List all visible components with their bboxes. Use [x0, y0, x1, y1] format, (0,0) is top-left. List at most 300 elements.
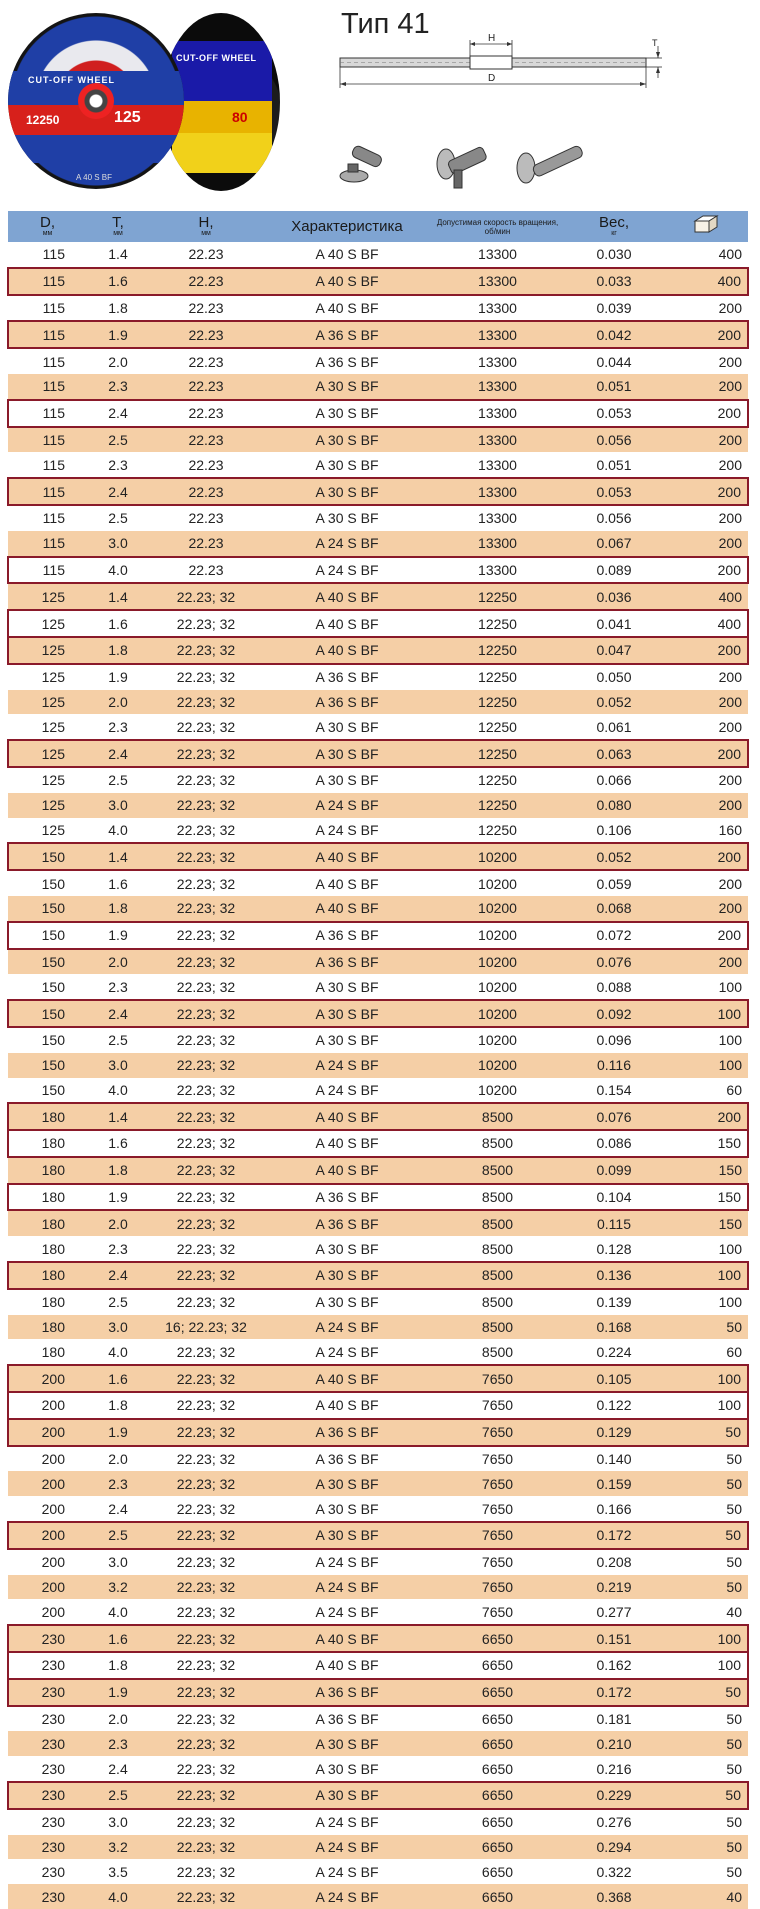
cell-bore: 22.23; 32 [149, 1103, 263, 1130]
cell-weight: 0.208 [564, 1549, 664, 1575]
cell-diameter: 230 [8, 1756, 87, 1782]
cell-diameter: 150 [8, 974, 87, 1000]
table-row [8, 818, 748, 844]
cell-bore: 22.23; 32 [149, 1496, 263, 1522]
cell-bore: 22.23; 32 [149, 1679, 263, 1706]
cell-characteristic: A 24 S BF [263, 1315, 431, 1340]
cell-diameter: 180 [8, 1289, 87, 1315]
cell-weight: 0.229 [564, 1782, 664, 1809]
cell-characteristic: A 30 S BF [263, 1731, 431, 1756]
table-row [8, 922, 748, 949]
cell-bore: 22.23 [149, 268, 263, 295]
table-row [8, 740, 748, 767]
cell-diameter: 150 [8, 922, 87, 949]
cell-characteristic: A 40 S BF [263, 637, 431, 664]
cell-thickness: 2.3 [87, 374, 149, 400]
cell-diameter: 230 [8, 1679, 87, 1706]
table-row [8, 1549, 748, 1575]
cell-weight: 0.122 [564, 1392, 664, 1419]
cell-weight: 0.051 [564, 374, 664, 400]
table-row [8, 1652, 748, 1679]
diagram-label-h: H [488, 33, 496, 44]
cell-bore: 22.23; 32 [149, 1731, 263, 1756]
cell-max-speed: 6650 [431, 1679, 564, 1706]
cell-pack-quantity: 200 [664, 690, 748, 715]
cell-diameter: 115 [8, 321, 87, 348]
cell-thickness: 2.0 [87, 949, 149, 975]
cell-diameter: 150 [8, 896, 87, 922]
disc-profile-diagram [336, 32, 666, 107]
cell-weight: 0.066 [564, 767, 664, 793]
cell-max-speed: 6650 [431, 1756, 564, 1782]
cell-bore: 22.23; 32 [149, 1210, 263, 1236]
table-row [8, 637, 748, 664]
table-row [8, 1471, 748, 1496]
cell-diameter: 180 [8, 1157, 87, 1184]
cell-max-speed: 10200 [431, 922, 564, 949]
cell-characteristic: A 30 S BF [263, 1000, 431, 1027]
cell-pack-quantity: 50 [664, 1496, 748, 1522]
table-row [8, 1315, 748, 1340]
cell-max-speed: 13300 [431, 268, 564, 295]
cell-thickness: 2.5 [87, 767, 149, 793]
cell-weight: 0.104 [564, 1184, 664, 1211]
cell-max-speed: 7650 [431, 1365, 564, 1392]
cell-diameter: 150 [8, 1000, 87, 1027]
cell-bore: 22.23; 32 [149, 1236, 263, 1262]
cell-bore: 22.23; 32 [149, 949, 263, 975]
cell-max-speed: 6650 [431, 1706, 564, 1732]
cell-characteristic: A 40 S BF [263, 583, 431, 610]
cell-max-speed: 10200 [431, 1078, 564, 1104]
cell-weight: 0.089 [564, 557, 664, 584]
cell-max-speed: 10200 [431, 843, 564, 870]
cell-bore: 22.23; 32 [149, 1078, 263, 1104]
cell-bore: 22.23; 32 [149, 767, 263, 793]
disc-band [8, 135, 184, 163]
cell-thickness: 2.5 [87, 1289, 149, 1315]
cell-characteristic: A 30 S BF [263, 478, 431, 505]
cell-characteristic: A 40 S BF [263, 1652, 431, 1679]
cell-diameter: 125 [8, 664, 87, 690]
cell-weight: 0.036 [564, 583, 664, 610]
cell-diameter: 115 [8, 374, 87, 400]
cell-characteristic: A 36 S BF [263, 1184, 431, 1211]
cell-diameter: 180 [8, 1210, 87, 1236]
cell-diameter: 200 [8, 1419, 87, 1446]
cell-max-speed: 13300 [431, 400, 564, 427]
cell-characteristic: A 40 S BF [263, 896, 431, 922]
cell-max-speed: 12250 [431, 637, 564, 664]
table-row [8, 1184, 748, 1211]
table-row [8, 1130, 748, 1157]
cell-weight: 0.168 [564, 1315, 664, 1340]
cell-diameter: 230 [8, 1706, 87, 1732]
cell-weight: 0.219 [564, 1575, 664, 1600]
cell-pack-quantity: 200 [664, 505, 748, 531]
cell-thickness: 2.3 [87, 1731, 149, 1756]
cell-weight: 0.159 [564, 1471, 664, 1496]
cell-pack-quantity: 100 [664, 1053, 748, 1078]
cell-pack-quantity: 50 [664, 1756, 748, 1782]
cell-diameter: 115 [8, 427, 87, 453]
cell-bore: 22.23; 32 [149, 870, 263, 896]
straight-grinder-icon [517, 145, 584, 183]
diagram-label-d: D [488, 73, 496, 84]
cell-pack-quantity: 200 [664, 321, 748, 348]
cell-pack-quantity: 200 [664, 793, 748, 818]
cell-characteristic: A 40 S BF [263, 242, 431, 268]
cell-diameter: 200 [8, 1522, 87, 1549]
table-row [8, 949, 748, 975]
table-row [8, 974, 748, 1000]
cell-thickness: 3.0 [87, 1315, 149, 1340]
cell-weight: 0.368 [564, 1884, 664, 1909]
cell-diameter: 115 [8, 400, 87, 427]
cell-weight: 0.129 [564, 1419, 664, 1446]
cell-diameter: 180 [8, 1262, 87, 1289]
cell-pack-quantity: 200 [664, 870, 748, 896]
table-row [8, 1053, 748, 1078]
cell-bore: 22.23; 32 [149, 818, 263, 844]
cell-thickness: 3.0 [87, 793, 149, 818]
cell-thickness: 2.3 [87, 714, 149, 740]
cell-diameter: 115 [8, 268, 87, 295]
cell-diameter: 125 [8, 690, 87, 715]
cell-bore: 22.23; 32 [149, 1157, 263, 1184]
cell-thickness: 1.4 [87, 242, 149, 268]
cell-max-speed: 6650 [431, 1625, 564, 1652]
cell-characteristic: A 40 S BF [263, 1157, 431, 1184]
cell-pack-quantity: 200 [664, 374, 748, 400]
cell-pack-quantity: 150 [664, 1157, 748, 1184]
cell-weight: 0.105 [564, 1365, 664, 1392]
cell-bore: 22.23; 32 [149, 1599, 263, 1625]
cell-max-speed: 13300 [431, 557, 564, 584]
cell-pack-quantity: 160 [664, 818, 748, 844]
col-header-thickness: T, мм [87, 211, 149, 242]
type-title: Тип 41 [341, 8, 430, 40]
cell-characteristic: A 40 S BF [263, 295, 431, 322]
cell-weight: 0.061 [564, 714, 664, 740]
cell-thickness: 1.6 [87, 1625, 149, 1652]
table-row [8, 1599, 748, 1625]
cell-characteristic: A 36 S BF [263, 949, 431, 975]
cell-characteristic: A 24 S BF [263, 1549, 431, 1575]
cell-weight: 0.154 [564, 1078, 664, 1104]
table-row [8, 321, 748, 348]
cell-pack-quantity: 200 [664, 400, 748, 427]
cell-max-speed: 6650 [431, 1859, 564, 1884]
cell-weight: 0.128 [564, 1236, 664, 1262]
cell-thickness: 1.9 [87, 922, 149, 949]
cell-weight: 0.096 [564, 1027, 664, 1053]
table-row [8, 1731, 748, 1756]
cell-pack-quantity: 100 [664, 1392, 748, 1419]
cell-characteristic: A 30 S BF [263, 714, 431, 740]
cell-max-speed: 12250 [431, 740, 564, 767]
cell-pack-quantity: 200 [664, 452, 748, 478]
cell-thickness: 4.0 [87, 1339, 149, 1365]
cell-thickness: 2.4 [87, 1756, 149, 1782]
cell-bore: 22.23; 32 [149, 1652, 263, 1679]
cell-max-speed: 12250 [431, 664, 564, 690]
table-row [8, 1419, 748, 1446]
cell-bore: 22.23; 32 [149, 1027, 263, 1053]
table-row [8, 478, 748, 505]
cell-pack-quantity: 200 [664, 922, 748, 949]
cell-diameter: 115 [8, 531, 87, 557]
cell-characteristic: A 40 S BF [263, 1392, 431, 1419]
cell-thickness: 3.0 [87, 531, 149, 557]
cell-max-speed: 8500 [431, 1130, 564, 1157]
cell-bore: 22.23; 32 [149, 1625, 263, 1652]
cell-diameter: 230 [8, 1652, 87, 1679]
table-row [8, 1679, 748, 1706]
cell-bore: 22.23; 32 [149, 1575, 263, 1600]
cell-thickness: 2.0 [87, 1446, 149, 1472]
cell-characteristic: A 40 S BF [263, 1625, 431, 1652]
table-row [8, 714, 748, 740]
cell-max-speed: 12250 [431, 793, 564, 818]
cell-bore: 22.23; 32 [149, 1859, 263, 1884]
cell-diameter: 125 [8, 818, 87, 844]
cell-max-speed: 12250 [431, 714, 564, 740]
cell-max-speed: 13300 [431, 348, 564, 374]
cell-thickness: 2.4 [87, 1000, 149, 1027]
cell-bore: 22.23; 32 [149, 1782, 263, 1809]
cell-pack-quantity: 150 [664, 1130, 748, 1157]
cell-diameter: 150 [8, 1053, 87, 1078]
cell-characteristic: A 30 S BF [263, 1496, 431, 1522]
table-row [8, 1392, 748, 1419]
cell-characteristic: A 30 S BF [263, 505, 431, 531]
table-row [8, 1756, 748, 1782]
cell-weight: 0.224 [564, 1339, 664, 1365]
cell-characteristic: A 30 S BF [263, 1289, 431, 1315]
cell-thickness: 1.8 [87, 896, 149, 922]
cell-bore: 22.23; 32 [149, 974, 263, 1000]
cell-max-speed: 7650 [431, 1419, 564, 1446]
cell-bore: 22.23; 32 [149, 1522, 263, 1549]
cell-bore: 22.23; 32 [149, 637, 263, 664]
cell-bore: 22.23 [149, 531, 263, 557]
cell-characteristic: A 40 S BF [263, 870, 431, 896]
cell-diameter: 150 [8, 1027, 87, 1053]
cell-pack-quantity: 40 [664, 1599, 748, 1625]
cell-bore: 22.23 [149, 321, 263, 348]
cell-bore: 22.23; 32 [149, 896, 263, 922]
cell-thickness: 4.0 [87, 818, 149, 844]
cell-max-speed: 10200 [431, 896, 564, 922]
cell-thickness: 1.9 [87, 1184, 149, 1211]
cell-characteristic: A 24 S BF [263, 1884, 431, 1909]
cell-bore: 22.23; 32 [149, 1289, 263, 1315]
cell-diameter: 180 [8, 1339, 87, 1365]
table-row [8, 664, 748, 690]
cell-pack-quantity: 100 [664, 1262, 748, 1289]
cell-diameter: 115 [8, 478, 87, 505]
cell-characteristic: A 36 S BF [263, 1446, 431, 1472]
table-header-row [8, 211, 748, 242]
cell-thickness: 1.6 [87, 870, 149, 896]
cell-weight: 0.276 [564, 1809, 664, 1835]
cell-pack-quantity: 200 [664, 531, 748, 557]
cell-diameter: 230 [8, 1782, 87, 1809]
cell-diameter: 115 [8, 505, 87, 531]
table-row [8, 1575, 748, 1600]
cell-diameter: 115 [8, 242, 87, 268]
cell-max-speed: 10200 [431, 1000, 564, 1027]
cell-characteristic: A 30 S BF [263, 1027, 431, 1053]
cell-bore: 22.23; 32 [149, 1184, 263, 1211]
cell-diameter: 200 [8, 1365, 87, 1392]
cell-bore: 22.23 [149, 295, 263, 322]
cell-max-speed: 6650 [431, 1652, 564, 1679]
cell-weight: 0.039 [564, 295, 664, 322]
cell-pack-quantity: 50 [664, 1471, 748, 1496]
cell-characteristic: A 30 S BF [263, 374, 431, 400]
table-row [8, 1236, 748, 1262]
cell-characteristic: A 36 S BF [263, 690, 431, 715]
col-header-characteristic: Характеристика [263, 211, 431, 242]
cell-thickness: 2.4 [87, 478, 149, 505]
cell-pack-quantity: 200 [664, 1103, 748, 1130]
table-row [8, 242, 748, 268]
cell-max-speed: 8500 [431, 1315, 564, 1340]
cell-characteristic: A 36 S BF [263, 321, 431, 348]
cell-pack-quantity: 50 [664, 1315, 748, 1340]
disc-brand-text: CUT-OFF WHEEL [176, 53, 257, 63]
table-row [8, 1210, 748, 1236]
diagram-label-t: T [652, 38, 658, 48]
cell-thickness: 2.0 [87, 348, 149, 374]
cell-characteristic: A 24 S BF [263, 793, 431, 818]
cell-bore: 16; 22.23; 32 [149, 1315, 263, 1340]
header [0, 0, 760, 208]
table-row [8, 1027, 748, 1053]
cell-bore: 22.23 [149, 557, 263, 584]
cell-characteristic: A 24 S BF [263, 1078, 431, 1104]
cell-max-speed: 12250 [431, 818, 564, 844]
cell-diameter: 230 [8, 1835, 87, 1860]
cell-thickness: 1.8 [87, 295, 149, 322]
cell-weight: 0.056 [564, 505, 664, 531]
cell-max-speed: 7650 [431, 1446, 564, 1472]
cell-characteristic: A 24 S BF [263, 1835, 431, 1860]
cell-diameter: 230 [8, 1859, 87, 1884]
cell-bore: 22.23; 32 [149, 1884, 263, 1909]
cell-thickness: 2.4 [87, 400, 149, 427]
cell-pack-quantity: 100 [664, 974, 748, 1000]
cell-max-speed: 12250 [431, 583, 564, 610]
cell-pack-quantity: 50 [664, 1731, 748, 1756]
cell-max-speed: 13300 [431, 478, 564, 505]
cell-characteristic: A 30 S BF [263, 452, 431, 478]
table-row [8, 1884, 748, 1909]
table-row [8, 1782, 748, 1809]
cell-characteristic: A 24 S BF [263, 531, 431, 557]
cell-thickness: 2.5 [87, 1782, 149, 1809]
cell-thickness: 1.9 [87, 321, 149, 348]
cell-diameter: 115 [8, 295, 87, 322]
cell-pack-quantity: 50 [664, 1859, 748, 1884]
cell-bore: 22.23; 32 [149, 793, 263, 818]
cell-weight: 0.210 [564, 1731, 664, 1756]
disc-sticker-band [172, 101, 272, 133]
cell-thickness: 1.8 [87, 637, 149, 664]
cell-pack-quantity: 50 [664, 1575, 748, 1600]
cell-characteristic: A 40 S BF [263, 843, 431, 870]
cell-characteristic: A 24 S BF [263, 1053, 431, 1078]
cell-characteristic: A 24 S BF [263, 557, 431, 584]
table-row [8, 1289, 748, 1315]
cell-pack-quantity: 50 [664, 1706, 748, 1732]
cell-pack-quantity: 50 [664, 1446, 748, 1472]
cell-pack-quantity: 200 [664, 427, 748, 453]
cell-diameter: 180 [8, 1130, 87, 1157]
cell-pack-quantity: 400 [664, 610, 748, 637]
cell-diameter: 230 [8, 1884, 87, 1909]
disc-size-text: 80 [232, 109, 248, 125]
cell-diameter: 125 [8, 740, 87, 767]
table-row [8, 1809, 748, 1835]
cell-thickness: 1.6 [87, 268, 149, 295]
cell-thickness: 2.3 [87, 1471, 149, 1496]
table-row [8, 896, 748, 922]
cell-thickness: 4.0 [87, 557, 149, 584]
cell-max-speed: 12250 [431, 610, 564, 637]
cell-characteristic: A 30 S BF [263, 427, 431, 453]
cell-thickness: 2.4 [87, 740, 149, 767]
disc-speed-text: 12250 [26, 113, 60, 127]
cell-thickness: 1.8 [87, 1392, 149, 1419]
cell-bore: 22.23 [149, 348, 263, 374]
cell-diameter: 180 [8, 1184, 87, 1211]
cell-pack-quantity: 200 [664, 664, 748, 690]
cell-bore: 22.23 [149, 505, 263, 531]
cell-diameter: 115 [8, 348, 87, 374]
cell-bore: 22.23; 32 [149, 843, 263, 870]
cell-bore: 22.23; 32 [149, 1339, 263, 1365]
cell-thickness: 3.0 [87, 1549, 149, 1575]
cell-weight: 0.051 [564, 452, 664, 478]
cell-pack-quantity: 200 [664, 767, 748, 793]
table-row [8, 870, 748, 896]
cell-max-speed: 8500 [431, 1289, 564, 1315]
cell-weight: 0.181 [564, 1706, 664, 1732]
cell-pack-quantity: 200 [664, 949, 748, 975]
cell-bore: 22.23; 32 [149, 740, 263, 767]
table-row [8, 557, 748, 584]
cell-thickness: 1.9 [87, 1679, 149, 1706]
cell-weight: 0.053 [564, 400, 664, 427]
cell-bore: 22.23; 32 [149, 1130, 263, 1157]
cell-bore: 22.23; 32 [149, 690, 263, 715]
cell-diameter: 125 [8, 714, 87, 740]
cell-thickness: 2.0 [87, 1706, 149, 1732]
cell-pack-quantity: 60 [664, 1339, 748, 1365]
col-header-bore: H, мм [149, 211, 263, 242]
table-row [8, 531, 748, 557]
cell-weight: 0.115 [564, 1210, 664, 1236]
table-row [8, 1078, 748, 1104]
cell-max-speed: 6650 [431, 1731, 564, 1756]
col-header-diameter: D, мм [8, 211, 87, 242]
cell-diameter: 230 [8, 1625, 87, 1652]
price-table [7, 211, 749, 1909]
cell-bore: 22.23; 32 [149, 1471, 263, 1496]
